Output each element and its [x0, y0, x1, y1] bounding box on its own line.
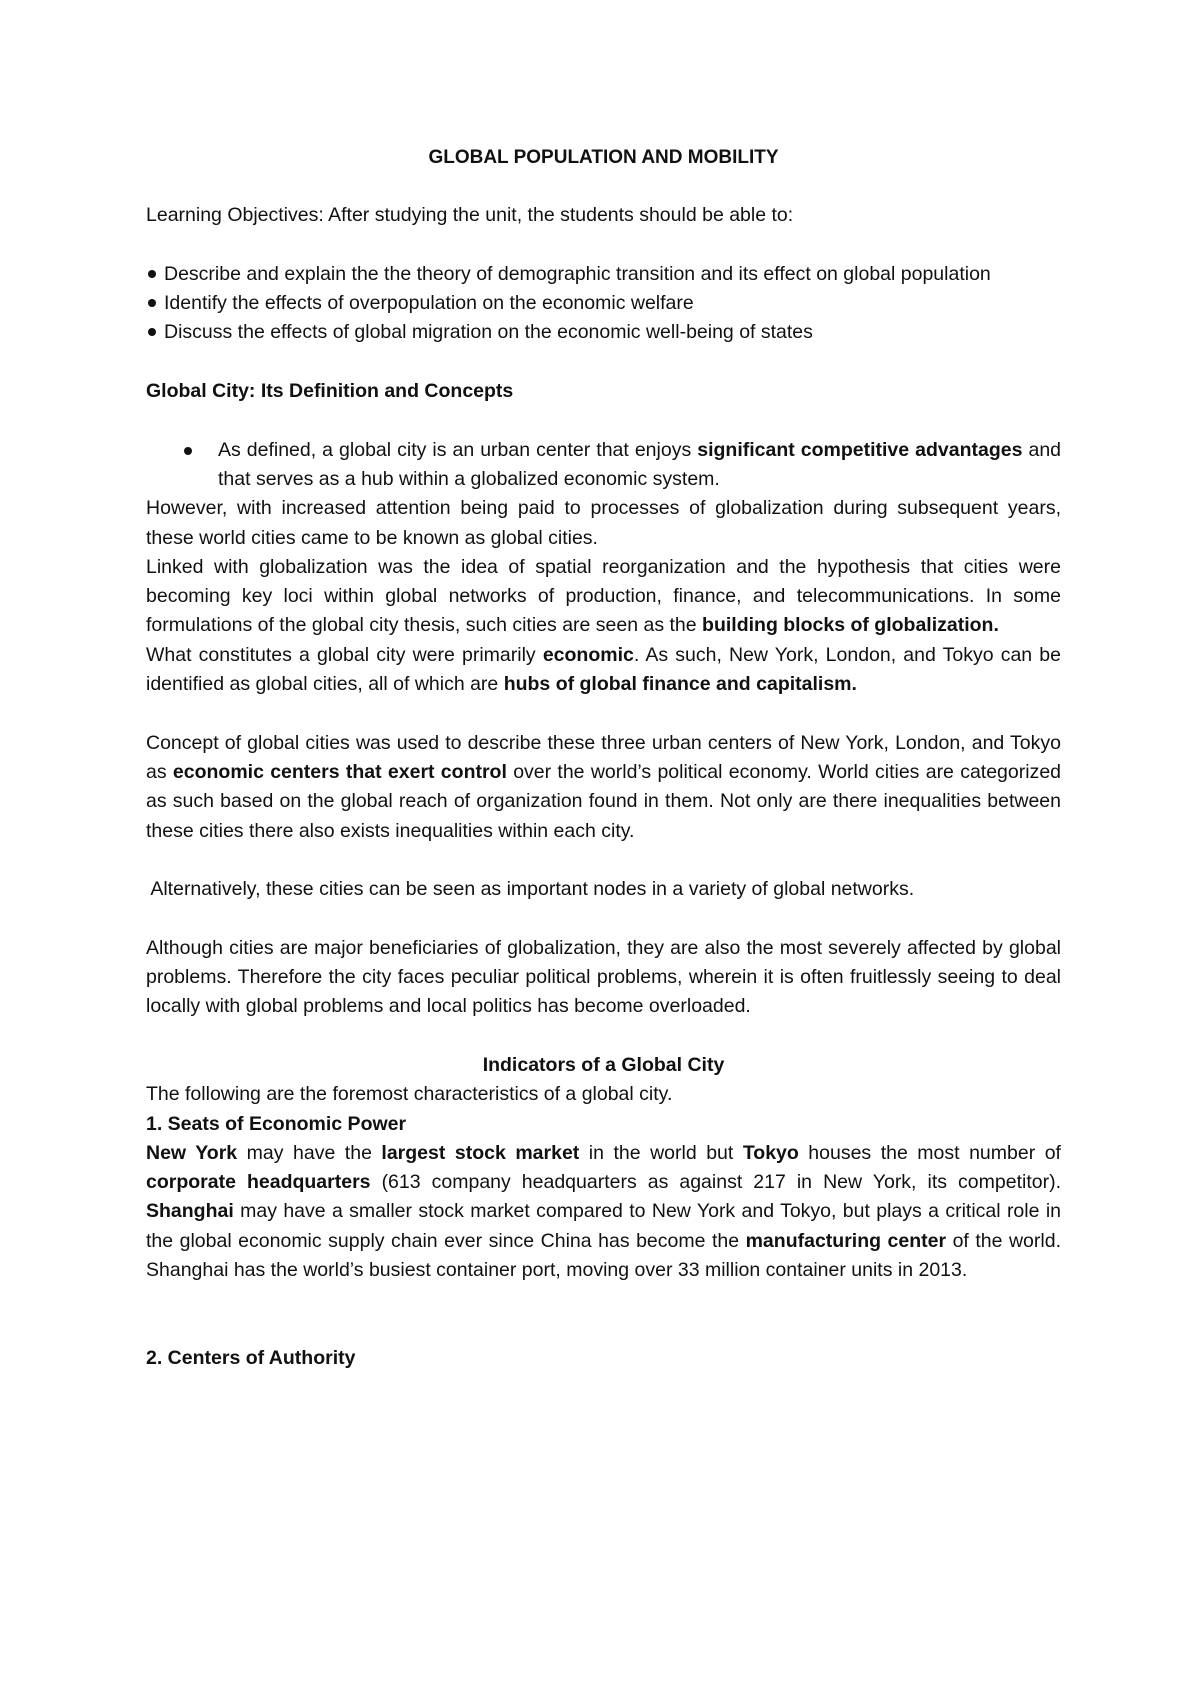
paragraph: However, with increased attention being paid to processes of globalization during subsequent years, these world cities came to be known as global cities. [146, 497, 1061, 549]
document-content [146, 143, 1061, 1373]
paragraph: What constitutes a global city were primarily economic. As such, New York, London, and Tokyo can be identified as global cities, all of which are hubs of global finance and capitalism. [146, 643, 1061, 696]
section-heading-indicators: Indicators of a Global City [482, 1053, 725, 1076]
paragraph: Linked with globalization was the idea of spatial reorganization and the hypothesis that cities were becoming key loci within global networks of production, finance, and telecommunications. In some formulations of the global city thesis, such cities are seen as the building blocks of globalization. [146, 555, 1061, 637]
indicators-intro: The following are the foremost characteristics of a global city. [146, 1083, 673, 1106]
page-title: GLOBAL POPULATION AND MOBILITY [428, 147, 779, 168]
objectives-intro: Learning Objectives: After studying the unit, the students should be able to: [146, 204, 794, 227]
bullet-icon [148, 270, 156, 278]
paragraph: New York may have the largest stock market in the world but Tokyo houses the most number of corporate headquarters (613 company headquarters as against 217 in New York, its competitor). Shanghai may have a smaller stock market compared to New York and Tokyo, but plays a critical role in the global economic supply chain ever since China has become the manufacturing center of the world. Shanghai has the world’s busiest container port, moving over 33 million container units in 2013. [146, 1141, 1061, 1281]
indicator-heading-1: 1. Seats of Economic Power [146, 1112, 407, 1135]
bullet-icon [148, 328, 156, 336]
bullet-icon [184, 447, 192, 455]
objectives-list [146, 260, 1061, 348]
bullet-icon [148, 299, 156, 307]
list-item: Identify the effects of overpopulation on the economic welfare [146, 289, 1061, 318]
list-item: Discuss the effects of global migration on the economic well-being of states [146, 318, 1061, 347]
indicator-heading-2: 2. Centers of Authority [146, 1346, 356, 1369]
paragraph: Alternatively, these cities can be seen as important nodes in a variety of global networks. [146, 878, 915, 901]
section-heading-global-city: Global City: Its Definition and Concepts [146, 380, 514, 403]
paragraph: Concept of global cities was used to describe these three urban centers of New York, London, and Tokyo as economic centers that exert control over the world’s political economy. World cities are categorized as such based on the global reach of organization found in them. Not only are there inequalities between these cities there also exists inequalities within each city. [146, 731, 1062, 842]
definition-bullet: As defined, a global city is an urban center that enjoys significant competitive advantages and that serves as a hub within a globalized economic system. [146, 436, 1061, 495]
paragraph: Although cities are major beneficiaries of globalization, they are also the most severely affected by global problems. Therefore the city faces peculiar political problems, wherein it is often fruitlessly seeing to deal locally with global problems and local politics has become overloaded. [146, 936, 1061, 1018]
list-item: Describe and explain the the theory of demographic transition and its effect on global population [146, 260, 1061, 289]
